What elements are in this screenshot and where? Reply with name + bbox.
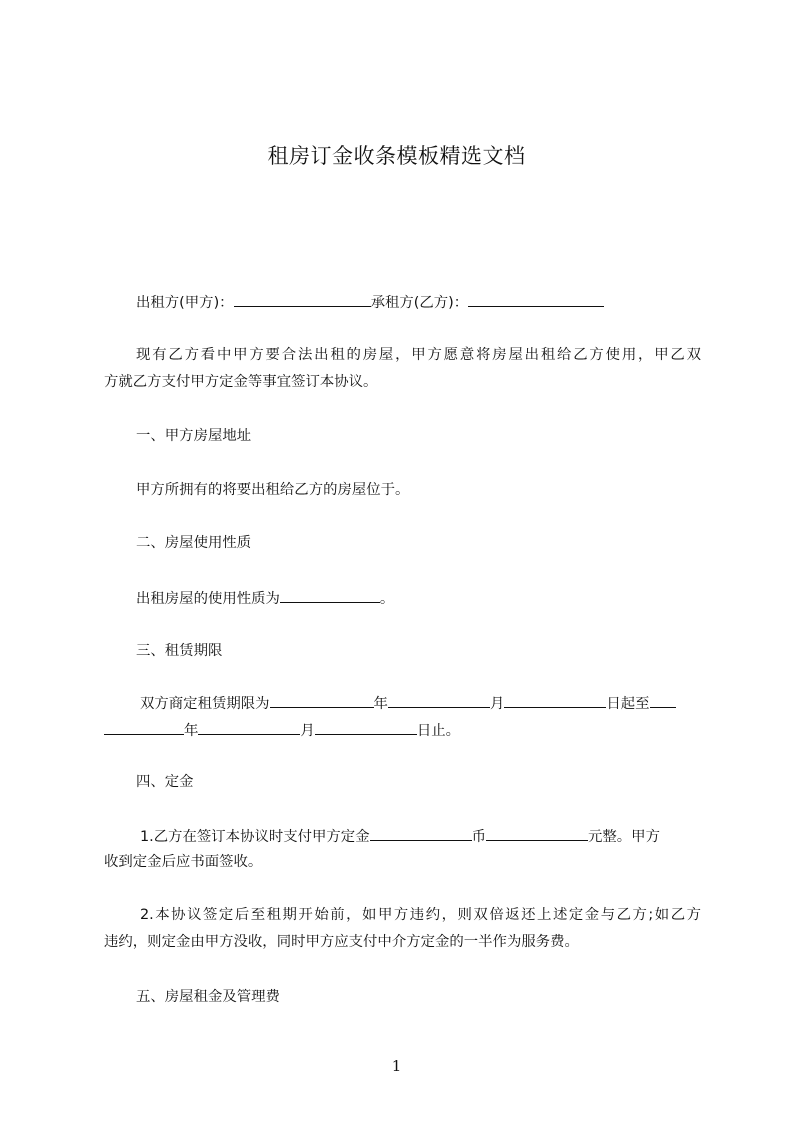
usage-prefix: 出租房屋的使用性质为: [136, 591, 280, 607]
end-month-blank: [198, 719, 300, 735]
section-4-heading: 四、定金: [136, 774, 194, 790]
deposit-item-2-line-1: 2.本协议签定后至租期开始前，如甲方违约，则双倍返还上述定金与乙方;如乙方: [140, 907, 701, 923]
landlord-blank: [234, 291, 371, 307]
start-day-blank: [504, 692, 606, 708]
start-month-blank: [388, 692, 490, 708]
term-line-1: [140, 692, 676, 714]
intro-line-2: 方就乙方支付甲方定金等事宜签订本协议。: [104, 374, 378, 390]
start-month-label: 月: [489, 696, 505, 712]
end-day-blank: [315, 719, 417, 735]
landlord-label: 出租方(甲方)：: [136, 295, 234, 311]
section-1-body: 甲方所拥有的将要出租给乙方的房屋位于。: [136, 482, 410, 498]
deposit-suffix: 元整。甲方: [588, 829, 660, 845]
start-year-label: 年: [373, 696, 388, 712]
tenant-label: 承租方(乙方)：: [370, 295, 469, 311]
tenant-blank: [468, 291, 604, 307]
deposit-item-2-line-2: 违约，则定金由甲方没收，同时甲方应支付中介方定金的一半作为服务费。: [104, 934, 579, 950]
deposit-prefix: 1.乙方在签订本协议时支付甲方定金: [140, 829, 370, 845]
end-year-blank: [104, 719, 184, 735]
amount-blank: [486, 825, 588, 841]
deposit-item-1-line-1: [140, 825, 660, 847]
currency-label: 币: [471, 829, 486, 845]
term-line-2: [104, 719, 460, 741]
intro-line-1: 现有乙方看中甲方要合法出租的房屋，甲方愿意将房屋出租给乙方使用，甲乙双: [136, 347, 701, 363]
usage-suffix: 。: [379, 591, 395, 607]
section-2-heading: 二、房屋使用性质: [136, 535, 252, 551]
section-3-heading: 三、租赁期限: [136, 643, 223, 659]
currency-blank: [370, 825, 472, 841]
document-title: 租房订金收条模板精选文档: [267, 144, 526, 168]
start-day-label: 日起至: [606, 696, 650, 712]
end-day-label: 日止。: [416, 723, 460, 739]
term-prefix: 双方商定租赁期限为: [140, 696, 270, 712]
parties-line: [136, 291, 604, 313]
end-month-label: 月: [300, 723, 315, 739]
deposit-item-1-line-2: 收到定金后应书面签收。: [104, 854, 263, 870]
section-2-body: [136, 587, 394, 609]
end-year-label: 年: [184, 723, 199, 739]
end-year-blank-start: [650, 692, 676, 708]
section-5-heading: 五、房屋租金及管理费: [136, 989, 280, 1005]
section-1-heading: 一、甲方房屋地址: [136, 428, 252, 444]
usage-blank: [280, 587, 380, 603]
start-year-blank: [270, 692, 374, 708]
page-number: 1: [391, 1057, 402, 1075]
